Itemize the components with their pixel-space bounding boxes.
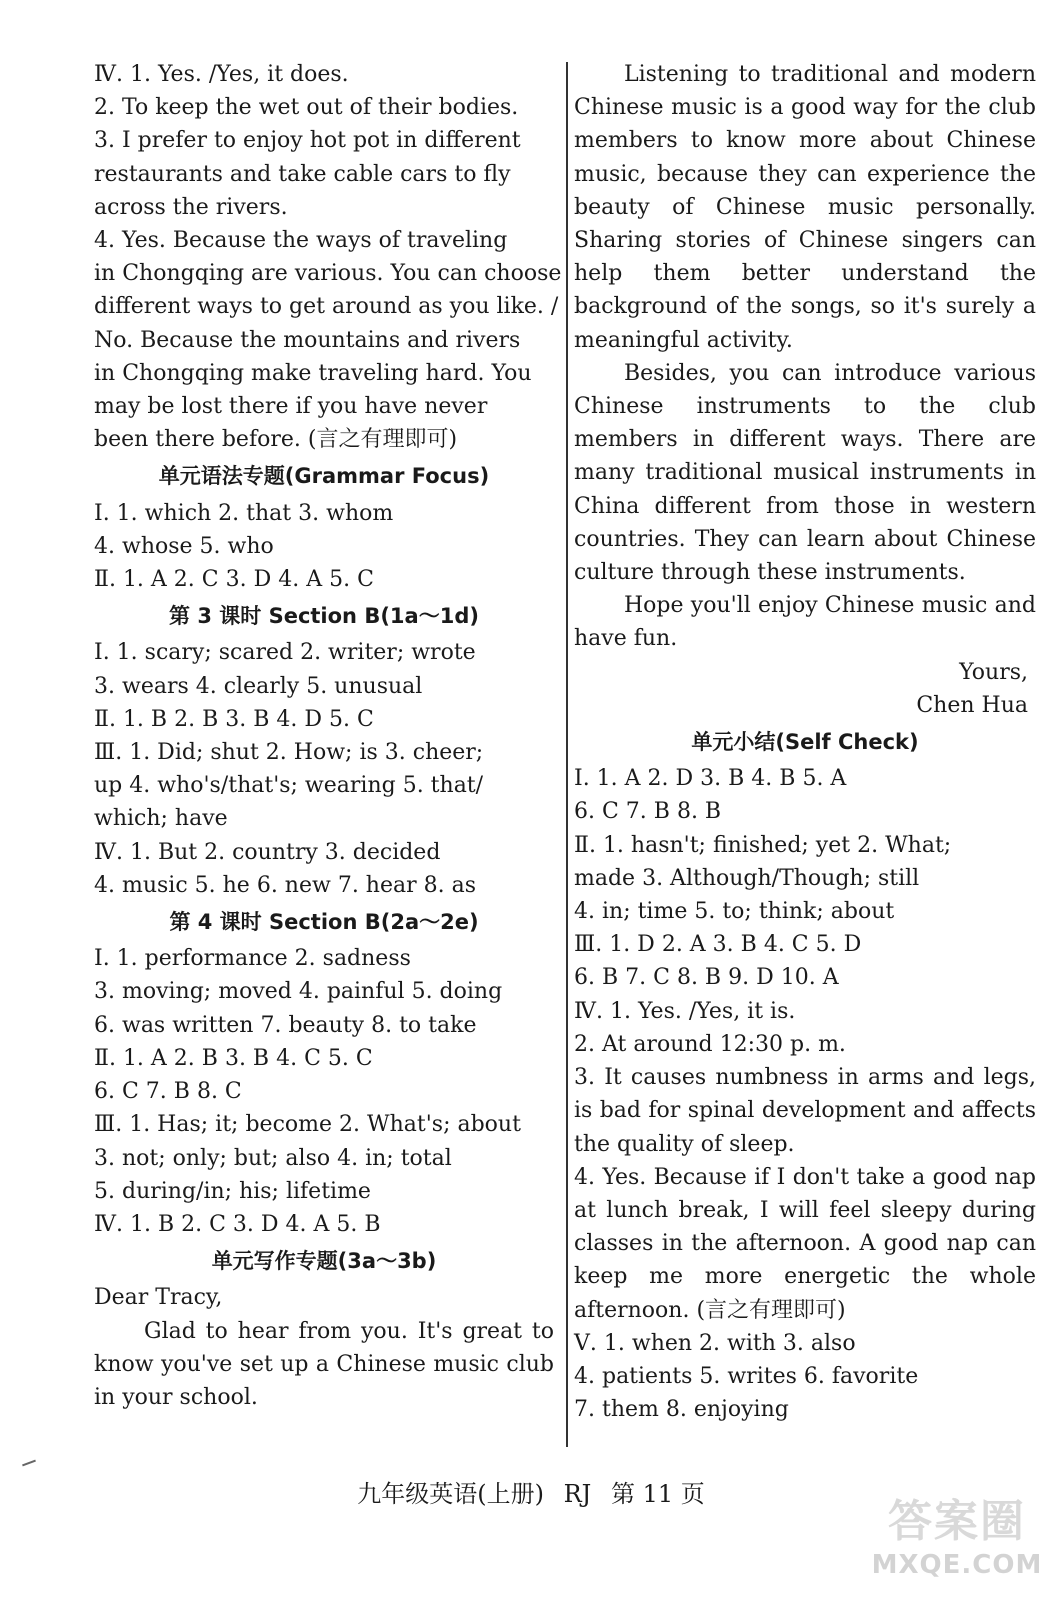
answer-line: Ⅲ. 1. Did; shut 2. How; is 3. cheer;: [94, 740, 484, 766]
answer-line: 2. At around 12:30 p. m.: [574, 1031, 846, 1057]
answer-line: Ⅰ. 1. A 2. D 3. B 4. B 5. A: [574, 766, 847, 792]
answer-line: 6. was written 7. beauty 8. to take: [94, 1012, 477, 1038]
letter-signature: Chen Hua: [916, 692, 1028, 718]
scan-mark: [22, 1460, 36, 1467]
answer-line: No. Because the mountains and rivers: [94, 327, 521, 353]
answer-line: Ⅳ. 1. Yes. /Yes, it does.: [94, 62, 349, 87]
answer-line: restaurants and take cable cars to fly: [94, 161, 511, 187]
answer-line: 3. I prefer to enjoy hot pot in different: [94, 128, 521, 154]
letter-closing: Yours,: [959, 659, 1028, 685]
answer-line: across the rivers.: [94, 194, 288, 220]
answer-line: Ⅲ. 1. D 2. A 3. B 4. C 5. D: [574, 932, 862, 958]
watermark: [862, 1494, 1052, 1592]
answer-line: Ⅳ. 1. But 2. country 3. decided: [94, 839, 441, 865]
watermark-url: MXQE.COM: [871, 1550, 1043, 1580]
answer-line: Ⅰ. 1. scary; scared 2. writer; wrote: [94, 640, 476, 666]
answer-line: 4. music 5. he 6. new 7. hear 8. as: [94, 872, 477, 898]
answer-line: 3. moving; moved 4. painful 5. doing: [94, 979, 503, 1005]
answer-line: been there before. (言之有理即可): [94, 427, 458, 453]
answer-line: 4. in; time 5. to; think; about: [574, 899, 895, 925]
letter-paragraph: Glad to hear from you. It's great to know you've set up a Chinese music club in your school.: [94, 1318, 554, 1410]
letter-paragraph: Besides, you can introduce various Chinese instruments to the club members in different ways. There are many traditional musical instruments in China different from those in western countries. They can learn about Chinese culture through these instruments.: [574, 360, 1036, 586]
letter-greeting: Dear Tracy,: [94, 1285, 223, 1311]
column-divider: [566, 62, 568, 1447]
lesson3-heading: 第 3 课时 Section B(1a～1d): [169, 604, 479, 629]
answer-line: 7. them 8. enjoying: [574, 1397, 789, 1423]
writing-focus-heading: 单元写作专题(3a～3b): [211, 1249, 437, 1274]
answer-line: 6. B 7. C 8. B 9. D 10. A: [574, 965, 839, 991]
answer-line: 4. whose 5. who: [94, 533, 274, 559]
answer-line: may be lost there if you have never: [94, 394, 488, 420]
answer-line: Ⅲ. 1. Has; it; become 2. What's; about: [94, 1112, 521, 1138]
answer-line: 3. wears 4. clearly 5. unusual: [94, 673, 423, 699]
self-check-heading: 单元小结(Self Check): [691, 730, 919, 755]
answer-line: 5. during/in; his; lifetime: [94, 1178, 371, 1204]
answer-line: Ⅱ. 1. A 2. C 3. D 4. A 5. C: [94, 567, 374, 593]
answer-paragraph: 3. It causes numbness in arms and legs, is bad for spinal development and affects the quality of sleep.: [574, 1065, 1036, 1157]
answer-line: up 4. who's/that's; wearing 5. that/: [94, 773, 484, 799]
grammar-focus-heading: 单元语法专题(Grammar Focus): [158, 464, 490, 489]
answer-paragraph: 4. Yes. Because if I don't take a good nap at lunch break, I will feel sleepy during classes in the afternoon. A good nap can keep me more energetic the whole afternoon. (言之有理即可): [574, 1164, 1036, 1323]
answer-line: made 3. Although/Though; still: [574, 865, 920, 891]
answer-line: Ⅱ. 1. A 2. B 3. B 4. C 5. C: [94, 1045, 373, 1071]
letter-paragraph: Hope you'll enjoy Chinese music and have fun.: [574, 593, 1036, 652]
answer-line: 6. C 7. B 8. C: [94, 1079, 242, 1105]
answer-line: Ⅱ. 1. B 2. B 3. B 4. D 5. C: [94, 706, 374, 732]
answer-line: 4. Yes. Because the ways of traveling: [94, 228, 508, 254]
answer-line: 4. patients 5. writes 6. favorite: [574, 1363, 919, 1389]
letter-paragraph: Listening to traditional and modern Chinese music is a good way for the club members to know more about Chinese music, because they can experience the beauty of Chinese music personally. Sharing stories of Chinese singers can help them better understand the background of the songs, so it's surely a meaningful activity.: [574, 62, 1036, 353]
answer-line: Ⅴ. 1. when 2. with 3. also: [574, 1330, 856, 1356]
answer-line: Ⅰ. 1. which 2. that 3. whom: [94, 500, 394, 526]
answer-line: 2. To keep the wet out of their bodies.: [94, 95, 519, 121]
footer-book-title: 九年级英语(上册): [357, 1480, 544, 1508]
answer-line: in Chongqing make traveling hard. You: [94, 360, 532, 386]
left-column: [94, 58, 562, 1414]
watermark-logo: 答案圈: [888, 1496, 1026, 1547]
answer-line: which; have: [94, 806, 228, 832]
lesson4-heading: 第 4 课时 Section B(2a～2e): [169, 910, 479, 935]
answer-line: Ⅳ. 1. B 2. C 3. D 4. A 5. B: [94, 1211, 381, 1237]
answer-line: Ⅰ. 1. performance 2. sadness: [94, 946, 411, 972]
answer-line: 6. C 7. B 8. B: [574, 799, 722, 825]
answer-line: in Chongqing are various. You can choose: [94, 261, 562, 287]
answer-line: 3. not; only; but; also 4. in; total: [94, 1145, 452, 1171]
answer-line: different ways to get around as you like. /: [94, 294, 559, 320]
footer-edition: RJ: [563, 1480, 592, 1508]
answer-line: Ⅳ. 1. Yes. /Yes, it is.: [574, 998, 796, 1024]
answer-line: Ⅱ. 1. hasn't; finished; yet 2. What;: [574, 832, 952, 858]
right-column: [574, 58, 1036, 1426]
footer-page-number: 第 11 页: [610, 1480, 705, 1508]
